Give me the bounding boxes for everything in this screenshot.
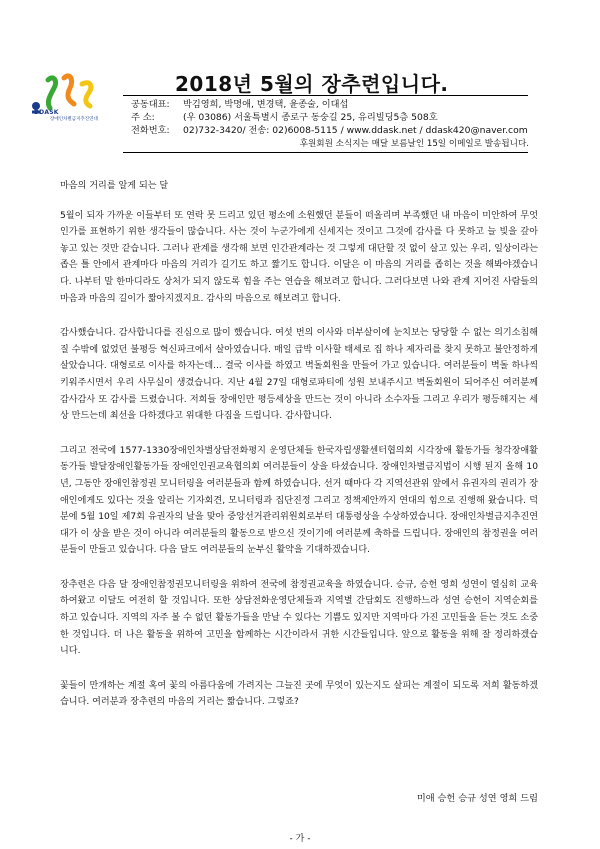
address: (우 03086) 서울특별시 종로구 동숭길 25, 유리빌딩5층 508호 [183, 112, 438, 123]
representatives-row [131, 98, 528, 111]
paragraph: 감사했습니다. 감사합니다를 진심으로 많이 했습니다. 여섯 번의 이사와 더부살이에 눈치보는 당당할 수 없는 의기소침해질 수밖에 없었던 불평등 혁신파크에서 살아였습니다. 매일 급박 이사할 태세로 집 하나 제자리를 찾지 못하고 불안정하게 살았습니다. 대형로로 이사를 하자는데... 결국 이사를 하였고 벽돌회원을 만들어 가고 있습니다. 여러분들이 벽돌 하나씩 키워주시면서 우리 사무실이 생겼습니다. 지난 4월 27일 대형로파티에 성원 보내주시고 벽돌회원이 되어주신 여러분께 감사감사 또 감사를 드렸습니다. 저희들 장애인만 평등세상을 만드는 것이 아니라 소수자들 그리고 우리가 평등해지는 세상 만드는데 최선을 다하겠다고 위대한 다짐을 드립니다. 감사합니다. [60, 328, 538, 422]
logo-text: DDASK [34, 109, 59, 116]
signature: 미애 승헌 승규 성연 영희 드림 [416, 793, 538, 804]
mailing-note: 후원회원 소식지는 매달 보름날인 15일 이메일로 발송됩니다. [299, 139, 529, 149]
logo-figure-yellow [82, 83, 91, 106]
letter-body [60, 178, 538, 729]
title-divider [123, 95, 528, 96]
logo-subtitle: 장애인차별금지추진연대 [50, 117, 98, 122]
paragraph: 꽃들이 만개하는 계절 혹여 꽃의 아름다움에 가려지는 그늘진 곳에 무엇이 있는지도 살피는 계절이 되도록 저희 활동하겠습니다. 여러분과 장추련의 마음의 거리는 짧습니다. 그렇죠? [60, 680, 538, 708]
ddask-logo [28, 72, 120, 132]
header-divider [123, 152, 528, 153]
contact: 02)732-3420/ 전송: 02)6008-5115 / www.ddask.net / ddask420@naver.com [183, 125, 528, 136]
page-number: - 가 - [289, 834, 311, 844]
newsletter-title: 2018년 5월의 장추련입니다. [175, 72, 449, 96]
representatives-label: 공동대표: [131, 99, 170, 110]
logo-figure-green [48, 78, 56, 108]
contact-row [131, 124, 528, 137]
paragraph: 장추련은 다음 달 장애인참정권모니터링을 위하여 전국에 참정권교육을 하였습니다. 승규, 승헌 영희 성연이 열심히 교육하여왔고 이달도 여전히 할 것입니다. 또한 상담전화운영단체들과 지역별 간담회도 진행하느라 성연 승헌이 지역순회를 하고 있습니다. 지역의 자주 볼 수 없던 활동가들을 만날 수 있다는 기쁨도 있지만 지역마다 가진 고민들을 듣는 것도 소중한 것입니다. 더 나은 활동을 위하여 고민을 함께하는 시간이라서 귀한 시간들입니다. 앞으로 활동을 위해 잘 정리하겠습니다. [60, 579, 538, 657]
organization-info [131, 98, 528, 137]
contact-label: 전화번호: [131, 125, 170, 136]
logo-figure-orange [64, 76, 74, 104]
paragraph: 그리고 전국에 1577-1330장애인차별상담전화평지 운영단체들 한국자립생활센터협의회 시각장애 활동가들 청각장애활동가들 발달장애인활동가들 장애인인권교육협의회 여러분들이 상을 타셨습니다. 장애인차별금지법이 시행 된지 올해 10년, 그동안 장애인참정권 모니터링을 여러분들과 함께 하였습니다. 선거 때마다 각 지역선관위 앞에서 유권자의 권리가 장애인에게도 있다는 것을 알리는 기자회견, 모니터링과 집단진정 그리고 정책제안까지 연대의 힘으로 진행해 왔습니다. 덕분에 5월 10일 제7회 유권자의 날을 맞아 중앙선거관리위원회로부터 대통령상을 수상하였습니다. 장애인차별금지추진연대가 이 상을 받은 것이 아니라 여러분들의 활동으로 받으신 것이기에 여러분께 축하를 드립니다. 장애인의 참정권을 여러분들이 만들고 있습니다. 다음 달도 여러분들의 눈부신 활약을 기대하겠습니다. [60, 445, 538, 556]
address-row [131, 111, 528, 124]
letter-heading: 마음의 거리를 알게 되는 달 [60, 181, 169, 191]
representatives: 박김영희, 박명애, 변경택, 윤종술, 이대섭 [183, 99, 349, 110]
paragraph: 5월이 되자 가까운 이들부터 또 연락 못 드리고 있던 평소에 소원했던 분들이 떠올리며 부족했던 내 마음이 미안하여 무엇인가를 표현하기 위한 생각들이 많습니다. 사는 것이 누군가에게 신세지는 것이고 그것에 감사를 다 못하고 늘 빚을 갚아놓고 있는 것만 같습니다. 그러나 관계를 생각해 보면 인간관계라는 것 그렇게 대단할 것 없이 살고 있는 우리, 일상이라는 좁은 틀 안에서 관계마다 마음의 거리가 길기도 하고 짧기도 합니다. 이달은 이 마음의 거리를 좁히는 것을 해봐야겠습니다. 나부터 말 한마디라도 상처가 되지 않도록 힘을 주는 연습을 해보려고 합니다. 그러다보면 나와 관계 지어진 사람들의 마음과 마음의 길이가 짧아지겠지요. 감사의 마음으로 해보려고 합니다. [60, 210, 538, 304]
address-label: 주 소: [131, 112, 155, 123]
